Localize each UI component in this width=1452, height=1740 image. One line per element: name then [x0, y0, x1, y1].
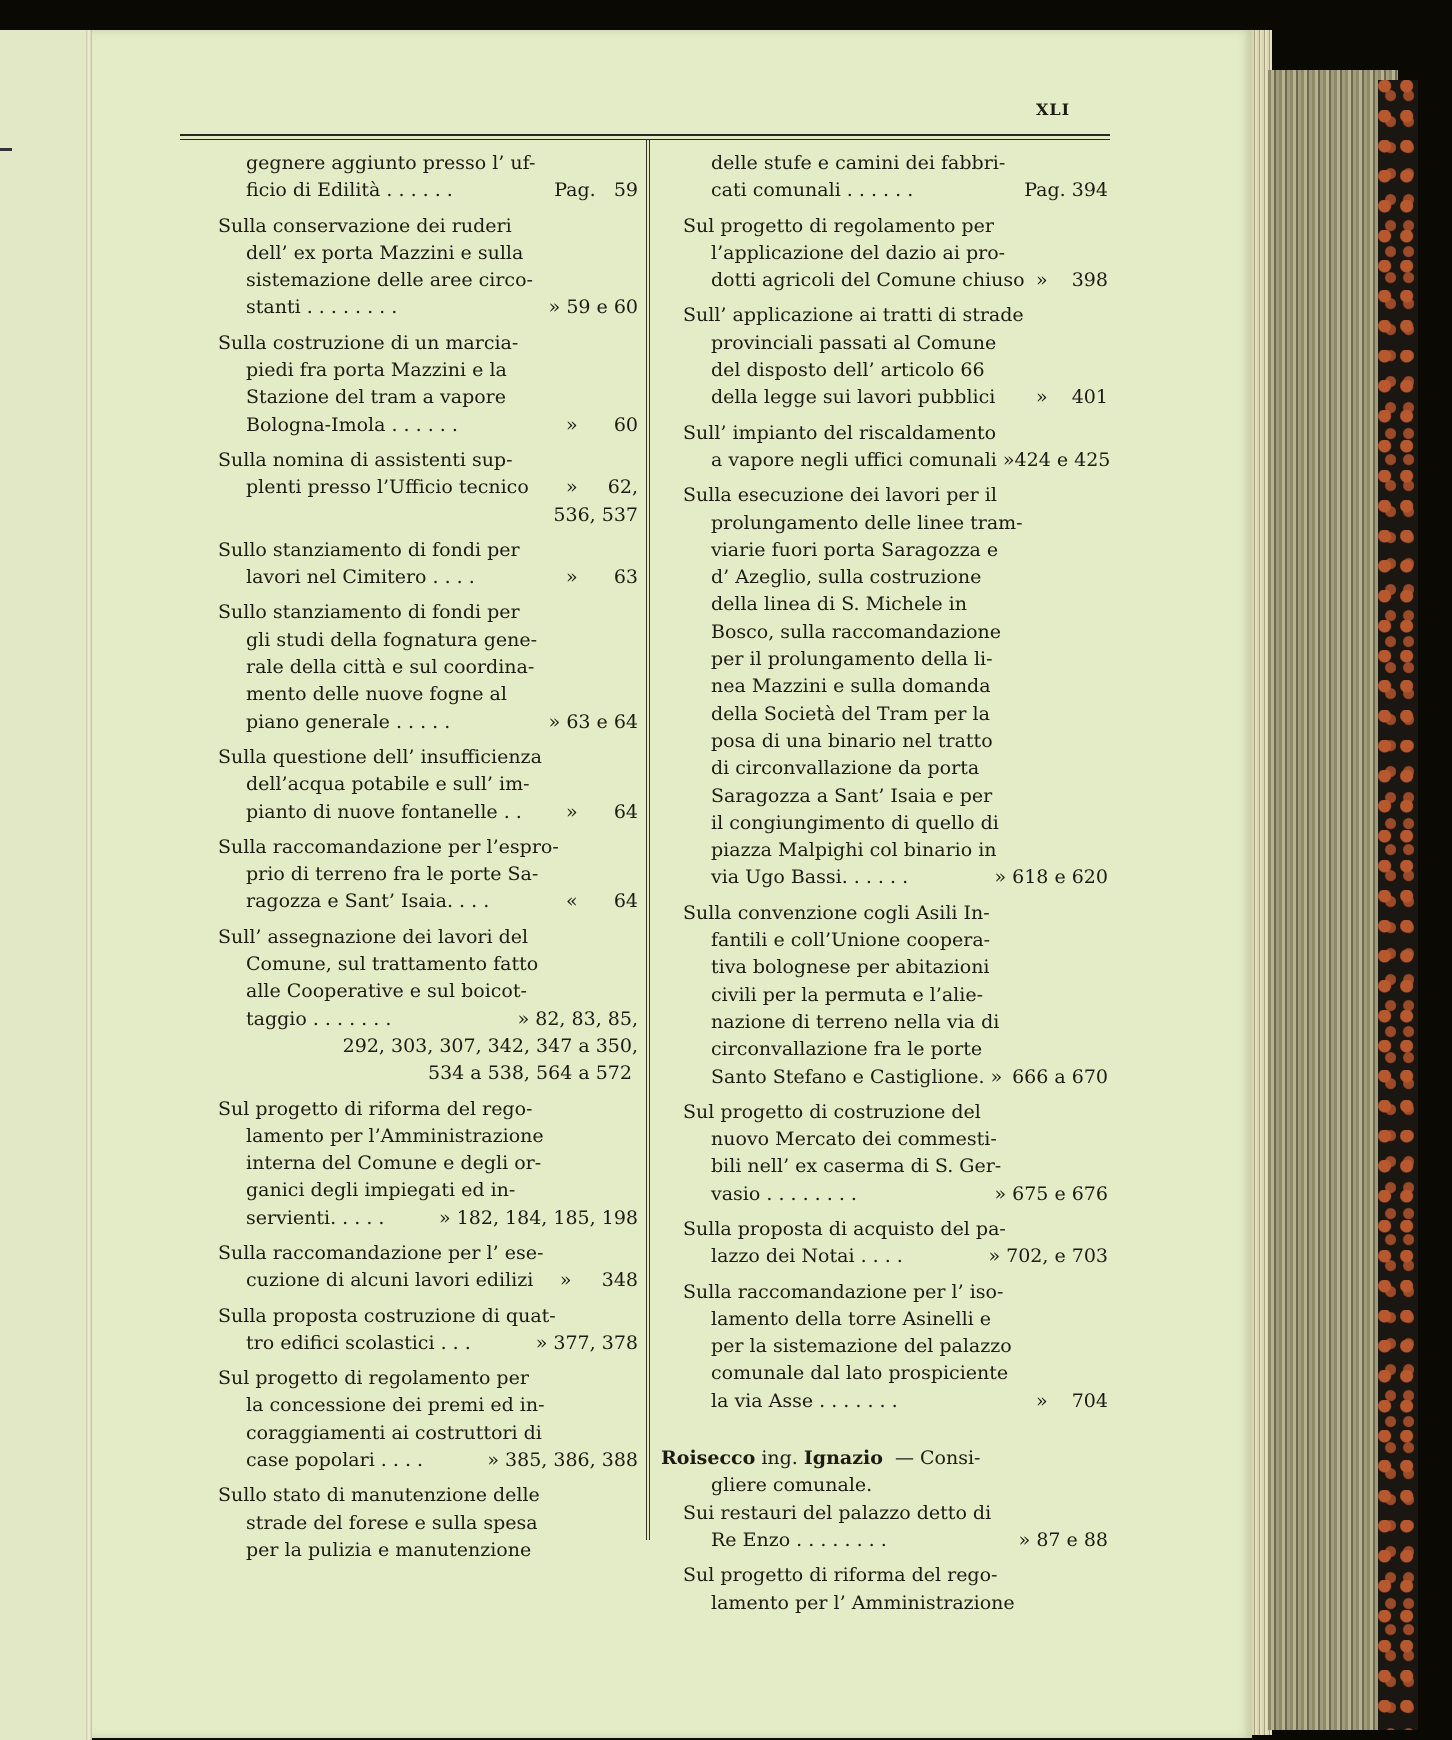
index-line — [218, 1482, 638, 1509]
entry-gap — [683, 1415, 1108, 1423]
index-line — [683, 384, 1108, 411]
entry-text: rale della città e sul coordina- — [246, 656, 535, 679]
index-entry — [218, 1482, 638, 1564]
entry-gap — [218, 205, 638, 213]
page-reference: » 618 e 620 — [994, 866, 1108, 889]
index-line — [683, 1064, 1108, 1091]
entry-text: d’ Azeglio, sulla costruzione — [711, 566, 982, 589]
entry-text: civili per la permuta e l’alie- — [711, 983, 983, 1006]
entry-gap — [683, 474, 1108, 482]
index-line — [683, 864, 1108, 891]
entry-text: dell’ ex porta Mazzini e sulla — [246, 241, 524, 264]
page-reference: » 59 e 60 — [548, 296, 638, 319]
entry-text: coraggiamenti ai costruttori di — [246, 1421, 542, 1444]
entry-gap — [683, 205, 1108, 213]
index-line — [683, 1216, 1108, 1243]
entry-text: il congiungimento di quello di — [711, 811, 999, 834]
page-reference: 666 a 670 — [1012, 1065, 1108, 1088]
entry-text: Sulla nomina di assistenti sup- — [218, 448, 513, 471]
entry-text: ficio di Edilità . . . . . . — [246, 179, 453, 202]
index-line — [218, 1177, 638, 1204]
index-line — [218, 150, 638, 177]
page-reference: » 82, 83, 85, — [517, 1007, 638, 1030]
entry-text: Sull’ impianto del riscaldamento — [683, 421, 997, 444]
index-line — [683, 302, 1108, 329]
entry-gap — [218, 529, 638, 537]
entry-text: bili nell’ ex caserma di S. Ger- — [711, 1155, 1002, 1178]
entry-text: interna del Comune e degli or- — [246, 1152, 542, 1175]
index-line — [218, 474, 638, 501]
page-reference: 292, 303, 307, 342, 347 a 350, — [342, 1034, 638, 1057]
entry-text: alle Cooperative e sul boicot- — [246, 980, 527, 1003]
entry-text: prio di terreno fra le porte Sa- — [246, 863, 539, 886]
index-line — [218, 240, 638, 267]
index-line — [218, 564, 638, 591]
index-line — [683, 755, 1108, 782]
entry-text: posa di una binario nel tratto — [711, 729, 993, 752]
index-line — [683, 673, 1108, 700]
index-entry — [218, 537, 638, 592]
page-reference: » 62, — [565, 476, 638, 499]
page-reference: » 87 e 88 — [1018, 1528, 1108, 1551]
entry-text: provinciali passati al Comune — [711, 331, 997, 354]
page-reference: » 398 — [1035, 269, 1108, 292]
index-line — [683, 1099, 1108, 1126]
entry-gap — [218, 1357, 638, 1365]
entry-gap — [218, 1295, 638, 1303]
entry-text: Sul progetto di regolamento per — [683, 214, 994, 237]
page-reference: » 63 e 64 — [548, 710, 638, 733]
index-line — [218, 1006, 638, 1033]
page-reference: » 64 — [565, 800, 638, 823]
entry-text: Sull’ applicazione ai tratti di strade — [683, 304, 1024, 327]
entry-text: pianto di nuove fontanelle . . — [246, 800, 522, 823]
person-role-cont: gliere comunale. — [711, 1474, 873, 1497]
entry-text: la via Asse . . . . . . . — [711, 1389, 898, 1412]
index-line — [683, 591, 1108, 618]
index-entry — [683, 420, 1111, 475]
entry-text: prolungamento delle linee tram- — [711, 511, 1023, 534]
index-line — [683, 330, 1108, 357]
entry-text: lamento per l’Amministrazione — [246, 1124, 544, 1147]
person-role: — Consi- — [894, 1447, 981, 1470]
index-line — [683, 177, 1108, 204]
entry-gap — [683, 1617, 1108, 1625]
index-line — [683, 1500, 1108, 1527]
index-entry — [218, 1096, 638, 1232]
entry-text: lavori nel Cimitero . . . . — [246, 566, 475, 589]
entry-gap — [683, 1423, 1108, 1445]
index-entry — [218, 834, 638, 916]
person-heading — [661, 1445, 1108, 1472]
index-entry — [218, 1365, 638, 1474]
entry-text: circonvallazione fra le porte — [711, 1038, 983, 1061]
entry-text: dell’acqua potabile e sull’ im- — [246, 773, 530, 796]
entry-text: Sullo stanziamento di fondi per — [218, 601, 520, 624]
index-entry — [218, 1303, 638, 1358]
index-line — [218, 267, 638, 294]
index-line — [218, 978, 638, 1005]
index-line — [218, 1537, 638, 1564]
page-number: XLI — [1036, 100, 1071, 119]
index-line — [218, 1205, 638, 1232]
entry-text: Bologna-Imola . . . . . . — [246, 413, 458, 436]
index-line — [683, 537, 1108, 564]
index-line — [218, 384, 638, 411]
entry-text: della Società del Tram per la — [711, 702, 990, 725]
index-line — [683, 1333, 1108, 1360]
index-line — [218, 1240, 638, 1267]
entry-text: vasio . . . . . . . . — [711, 1182, 857, 1205]
index-line — [683, 1527, 1108, 1554]
entry-text: gegnere aggiunto presso l’ uf- — [246, 152, 536, 174]
index-line — [683, 927, 1108, 954]
entry-text: Saragozza a Sant’ Isaia e per — [711, 784, 993, 807]
index-entry — [218, 744, 638, 826]
entry-text: Sul progetto di riforma del rego- — [218, 1097, 533, 1120]
entry-text: lazzo dei Notai . . . . — [711, 1245, 903, 1268]
entry-text: piedi fra porta Mazzini e la — [246, 359, 507, 382]
entry-text: Sul progetto di riforma del rego- — [683, 1564, 998, 1587]
index-line — [683, 646, 1108, 673]
person-surname: Roisecco — [661, 1447, 756, 1470]
index-line — [218, 177, 638, 204]
entry-text: cati comunali . . . . . . — [711, 179, 914, 202]
index-line — [683, 982, 1108, 1009]
entry-gap — [218, 736, 638, 744]
index-line — [218, 412, 638, 439]
entry-text: Sulla proposta costruzione di quat- — [218, 1304, 556, 1327]
index-line — [683, 420, 1108, 447]
entry-text: per il prolungamento della li- — [711, 648, 993, 671]
entry-text: Sulla convenzione cogli Asili In- — [683, 901, 990, 924]
entry-text: per la pulizia e manutenzione — [246, 1538, 532, 1561]
entry-text: Sulla raccomandazione per l’ iso- — [683, 1280, 1004, 1303]
index-line — [218, 294, 638, 321]
entry-gap — [218, 1232, 638, 1240]
index-line — [683, 1181, 1108, 1208]
entry-text: taggio . . . . . . . — [246, 1007, 392, 1030]
entry-text: cuzione di alcuni lavori edilizi — [246, 1269, 534, 1292]
page-reference: » 704 — [1035, 1389, 1108, 1412]
entry-text: Comune, sul trattamento fatto — [246, 953, 539, 976]
marbled-cover — [1378, 80, 1418, 1730]
entry-gap — [218, 1474, 638, 1482]
page-reference: » 702, e 703 — [988, 1245, 1108, 1268]
entry-text: nuovo Mercato dei commesti- — [711, 1128, 997, 1151]
entry-text: Sulla esecuzione dei lavori per il — [683, 484, 997, 507]
index-line — [683, 1243, 1108, 1270]
index-line — [683, 357, 1108, 384]
entry-gap — [683, 1208, 1108, 1216]
index-entry — [683, 150, 1108, 205]
entry-text: mento delle nuove fogne al — [246, 683, 507, 706]
entry-text: lamento della torre Asinelli e — [711, 1307, 992, 1330]
page-reference: 536, 537 — [553, 503, 638, 526]
entry-gap — [218, 1088, 638, 1096]
index-line — [683, 1388, 1108, 1415]
entry-text: ganici degli impiegati ed in- — [246, 1179, 516, 1202]
entry-gap — [218, 439, 638, 447]
entry-gap — [218, 826, 638, 834]
entry-text: Sulla raccomandazione per l’espro- — [218, 835, 559, 858]
entry-text: della legge sui lavori pubblici — [711, 386, 996, 409]
entry-text: Sull’ assegnazione dei lavori del — [218, 925, 529, 948]
entry-text: nazione di terreno nella via di — [711, 1010, 1000, 1033]
left-page-rule — [0, 148, 12, 151]
page-reference: » 182, 184, 185, 198 — [439, 1206, 638, 1229]
right-index-column — [661, 150, 1111, 1625]
entry-text: comunale dal lato prospiciente — [711, 1362, 1009, 1385]
index-line — [683, 1009, 1108, 1036]
index-line — [683, 482, 1108, 509]
index-line — [683, 1360, 1108, 1387]
index-line — [683, 1279, 1108, 1306]
entry-text: piazza Malpighi col binario in — [711, 839, 997, 862]
index-line — [218, 654, 638, 681]
entry-text: via Ugo Bassi. . . . . . — [711, 866, 909, 889]
index-line — [218, 1033, 638, 1060]
entry-text: del disposto dell’ articolo 66 — [711, 359, 985, 382]
entry-text: Sullo stanziamento di fondi per — [218, 538, 520, 561]
entry-text: Sulla raccomandazione per l’ ese- — [218, 1241, 544, 1264]
entry-text: l’applicazione del dazio ai pro- — [711, 241, 1006, 264]
entry-text: Sul progetto di regolamento per — [218, 1367, 529, 1390]
index-line — [683, 213, 1108, 240]
index-line — [683, 1036, 1108, 1063]
entry-text: per la sistemazione del palazzo — [711, 1335, 1012, 1358]
index-entry — [218, 1240, 638, 1295]
entry-gap — [218, 322, 638, 330]
entry-text: fantili e coll’Unione coopera- — [711, 929, 991, 952]
entry-text: nea Mazzini e sulla domanda — [711, 675, 991, 698]
index-line — [218, 1392, 638, 1419]
entry-text: ragozza e Sant’ Isaia. . . . — [246, 890, 490, 913]
index-entry — [683, 213, 1108, 295]
header-rule — [180, 134, 1110, 136]
index-line — [683, 954, 1108, 981]
index-line — [683, 619, 1108, 646]
entry-gap — [683, 1554, 1108, 1562]
index-line — [683, 810, 1108, 837]
index-line — [683, 900, 1108, 927]
index-entry — [218, 330, 638, 439]
entry-gap — [218, 916, 638, 924]
entry-text: stanti . . . . . . . . — [246, 296, 398, 319]
index-line — [218, 330, 638, 357]
index-line — [683, 728, 1108, 755]
entry-text: viarie fuori porta Saragozza e — [711, 538, 999, 561]
page-reference: 534 a 538, 564 a 572 — [428, 1062, 638, 1085]
index-line — [218, 1150, 638, 1177]
index-line — [218, 888, 638, 915]
index-entry — [683, 1279, 1108, 1415]
index-line — [683, 837, 1108, 864]
index-line — [218, 709, 638, 736]
page-reference: » 60 — [565, 413, 638, 436]
index-entry — [683, 900, 1108, 1091]
index-line — [683, 1562, 1108, 1589]
index-line — [218, 1303, 638, 1330]
index-line — [683, 1153, 1108, 1180]
entry-text: delle stufe e camini dei fabbri- — [711, 152, 1006, 174]
index-line — [218, 1330, 638, 1357]
index-line — [218, 771, 638, 798]
entry-text: lamento per l’ Amministrazione — [711, 1591, 1015, 1614]
page-reference: « 64 — [565, 890, 638, 913]
person-given-name: Ignazio — [803, 1447, 883, 1470]
index-line — [218, 502, 638, 529]
index-line — [218, 1060, 638, 1087]
index-line — [218, 357, 638, 384]
entry-text: gli studi della fognatura gene- — [246, 628, 538, 651]
entry-text: Santo Stefano e Castiglione. » — [711, 1065, 1003, 1088]
page-reference: » 377, 378 — [535, 1331, 638, 1354]
page-reference: » 385, 386, 388 — [487, 1449, 638, 1472]
index-line — [218, 681, 638, 708]
index-line — [218, 834, 638, 861]
entry-text: della linea di S. Michele in — [711, 593, 967, 616]
index-line — [218, 447, 638, 474]
index-line — [218, 951, 638, 978]
index-line — [218, 1267, 638, 1294]
index-entry — [218, 150, 638, 205]
index-line — [218, 924, 638, 951]
index-line — [218, 1420, 638, 1447]
page-reference: 424 e 425 — [1014, 448, 1111, 471]
index-line — [218, 537, 638, 564]
entry-text: Bosco, sulla raccomandazione — [711, 620, 1002, 643]
entry-gap — [218, 1564, 638, 1572]
index-line — [683, 701, 1108, 728]
index-line — [218, 1123, 638, 1150]
right-entries — [683, 150, 1111, 1423]
entry-gap — [683, 1271, 1108, 1279]
entry-text: a vapore negli uffici comunali » — [711, 448, 1015, 471]
index-line — [218, 1365, 638, 1392]
index-entry — [218, 924, 638, 1088]
column-divider — [646, 140, 650, 1540]
index-line — [683, 240, 1108, 267]
page-reference: » 675 e 676 — [994, 1182, 1108, 1205]
index-entry — [683, 1099, 1108, 1208]
index-entry — [683, 302, 1108, 411]
index-line — [683, 1126, 1108, 1153]
entry-text: Sulla conservazione dei ruderi — [218, 214, 512, 237]
entry-gap — [683, 294, 1108, 302]
index-entry — [683, 482, 1108, 891]
index-entry — [218, 447, 638, 529]
page-reference: » 348 — [559, 1269, 638, 1292]
entry-text: sistemazione delle aree circo- — [246, 269, 533, 292]
entry-text: tiva bolognese per abitazioni — [711, 956, 990, 979]
entry-text: di circonvallazione da porta — [711, 757, 980, 780]
index-line — [218, 744, 638, 771]
entry-text: Sui restauri del palazzo detto di — [683, 1501, 992, 1524]
page-reference: Pag. 59 — [554, 179, 638, 202]
entry-text: la concessione dei premi ed in- — [246, 1394, 545, 1417]
header-rule-thin — [180, 139, 1110, 140]
entry-text: case popolari . . . . — [246, 1449, 424, 1472]
index-line — [218, 599, 638, 626]
index-line — [683, 564, 1108, 591]
index-entry — [683, 1500, 1108, 1555]
index-line — [218, 1447, 638, 1474]
index-line — [683, 783, 1108, 810]
page-reference: Pag. 394 — [1024, 179, 1108, 202]
index-line — [218, 1096, 638, 1123]
index-line — [218, 861, 638, 888]
entry-text: Stazione del tram a vapore — [246, 386, 507, 409]
index-line — [218, 1510, 638, 1537]
page-reference: » 401 — [1035, 386, 1108, 409]
index-entry — [218, 599, 638, 735]
page-reference: » 63 — [565, 566, 638, 589]
entry-text: strade del forese e sulla spesa — [246, 1511, 538, 1534]
entry-text: Sul progetto di costruzione del — [683, 1100, 981, 1123]
index-line — [683, 150, 1108, 177]
entry-text: Sullo stato di manutenzione delle — [218, 1484, 540, 1507]
index-line — [683, 510, 1108, 537]
person-title: ing. — [761, 1447, 798, 1470]
index-line — [683, 1590, 1108, 1617]
index-line — [218, 213, 638, 240]
entry-text: Re Enzo . . . . . . . . — [711, 1528, 887, 1551]
index-entry — [218, 213, 638, 322]
index-line — [683, 267, 1108, 294]
left-index-column — [218, 150, 638, 1572]
index-entry — [683, 1216, 1108, 1271]
entry-text: plenti presso l’Ufficio tecnico — [246, 476, 529, 499]
entry-text: dotti agricoli del Comune chiuso — [711, 269, 1025, 292]
entry-gap — [683, 412, 1108, 420]
entry-gap — [683, 1091, 1108, 1099]
entry-text: tro edifici scolastici . . . — [246, 1331, 471, 1354]
index-line — [683, 447, 1111, 474]
entry-text: Sulla questione dell’ insufficienza — [218, 745, 542, 768]
person-items — [683, 1500, 1108, 1625]
entry-gap — [218, 591, 638, 599]
index-entry — [683, 1562, 1108, 1617]
index-line — [218, 627, 638, 654]
entry-text: Sulla costruzione di un marcia- — [218, 331, 519, 354]
index-line — [683, 1306, 1108, 1333]
entry-gap — [683, 892, 1108, 900]
index-line — [218, 799, 638, 826]
entry-text: Sulla proposta di acquisto del pa- — [683, 1217, 1006, 1240]
entry-text: servienti. . . . . — [246, 1206, 385, 1229]
entry-text: piano generale . . . . . — [246, 710, 451, 733]
facing-left-page — [0, 30, 90, 1740]
